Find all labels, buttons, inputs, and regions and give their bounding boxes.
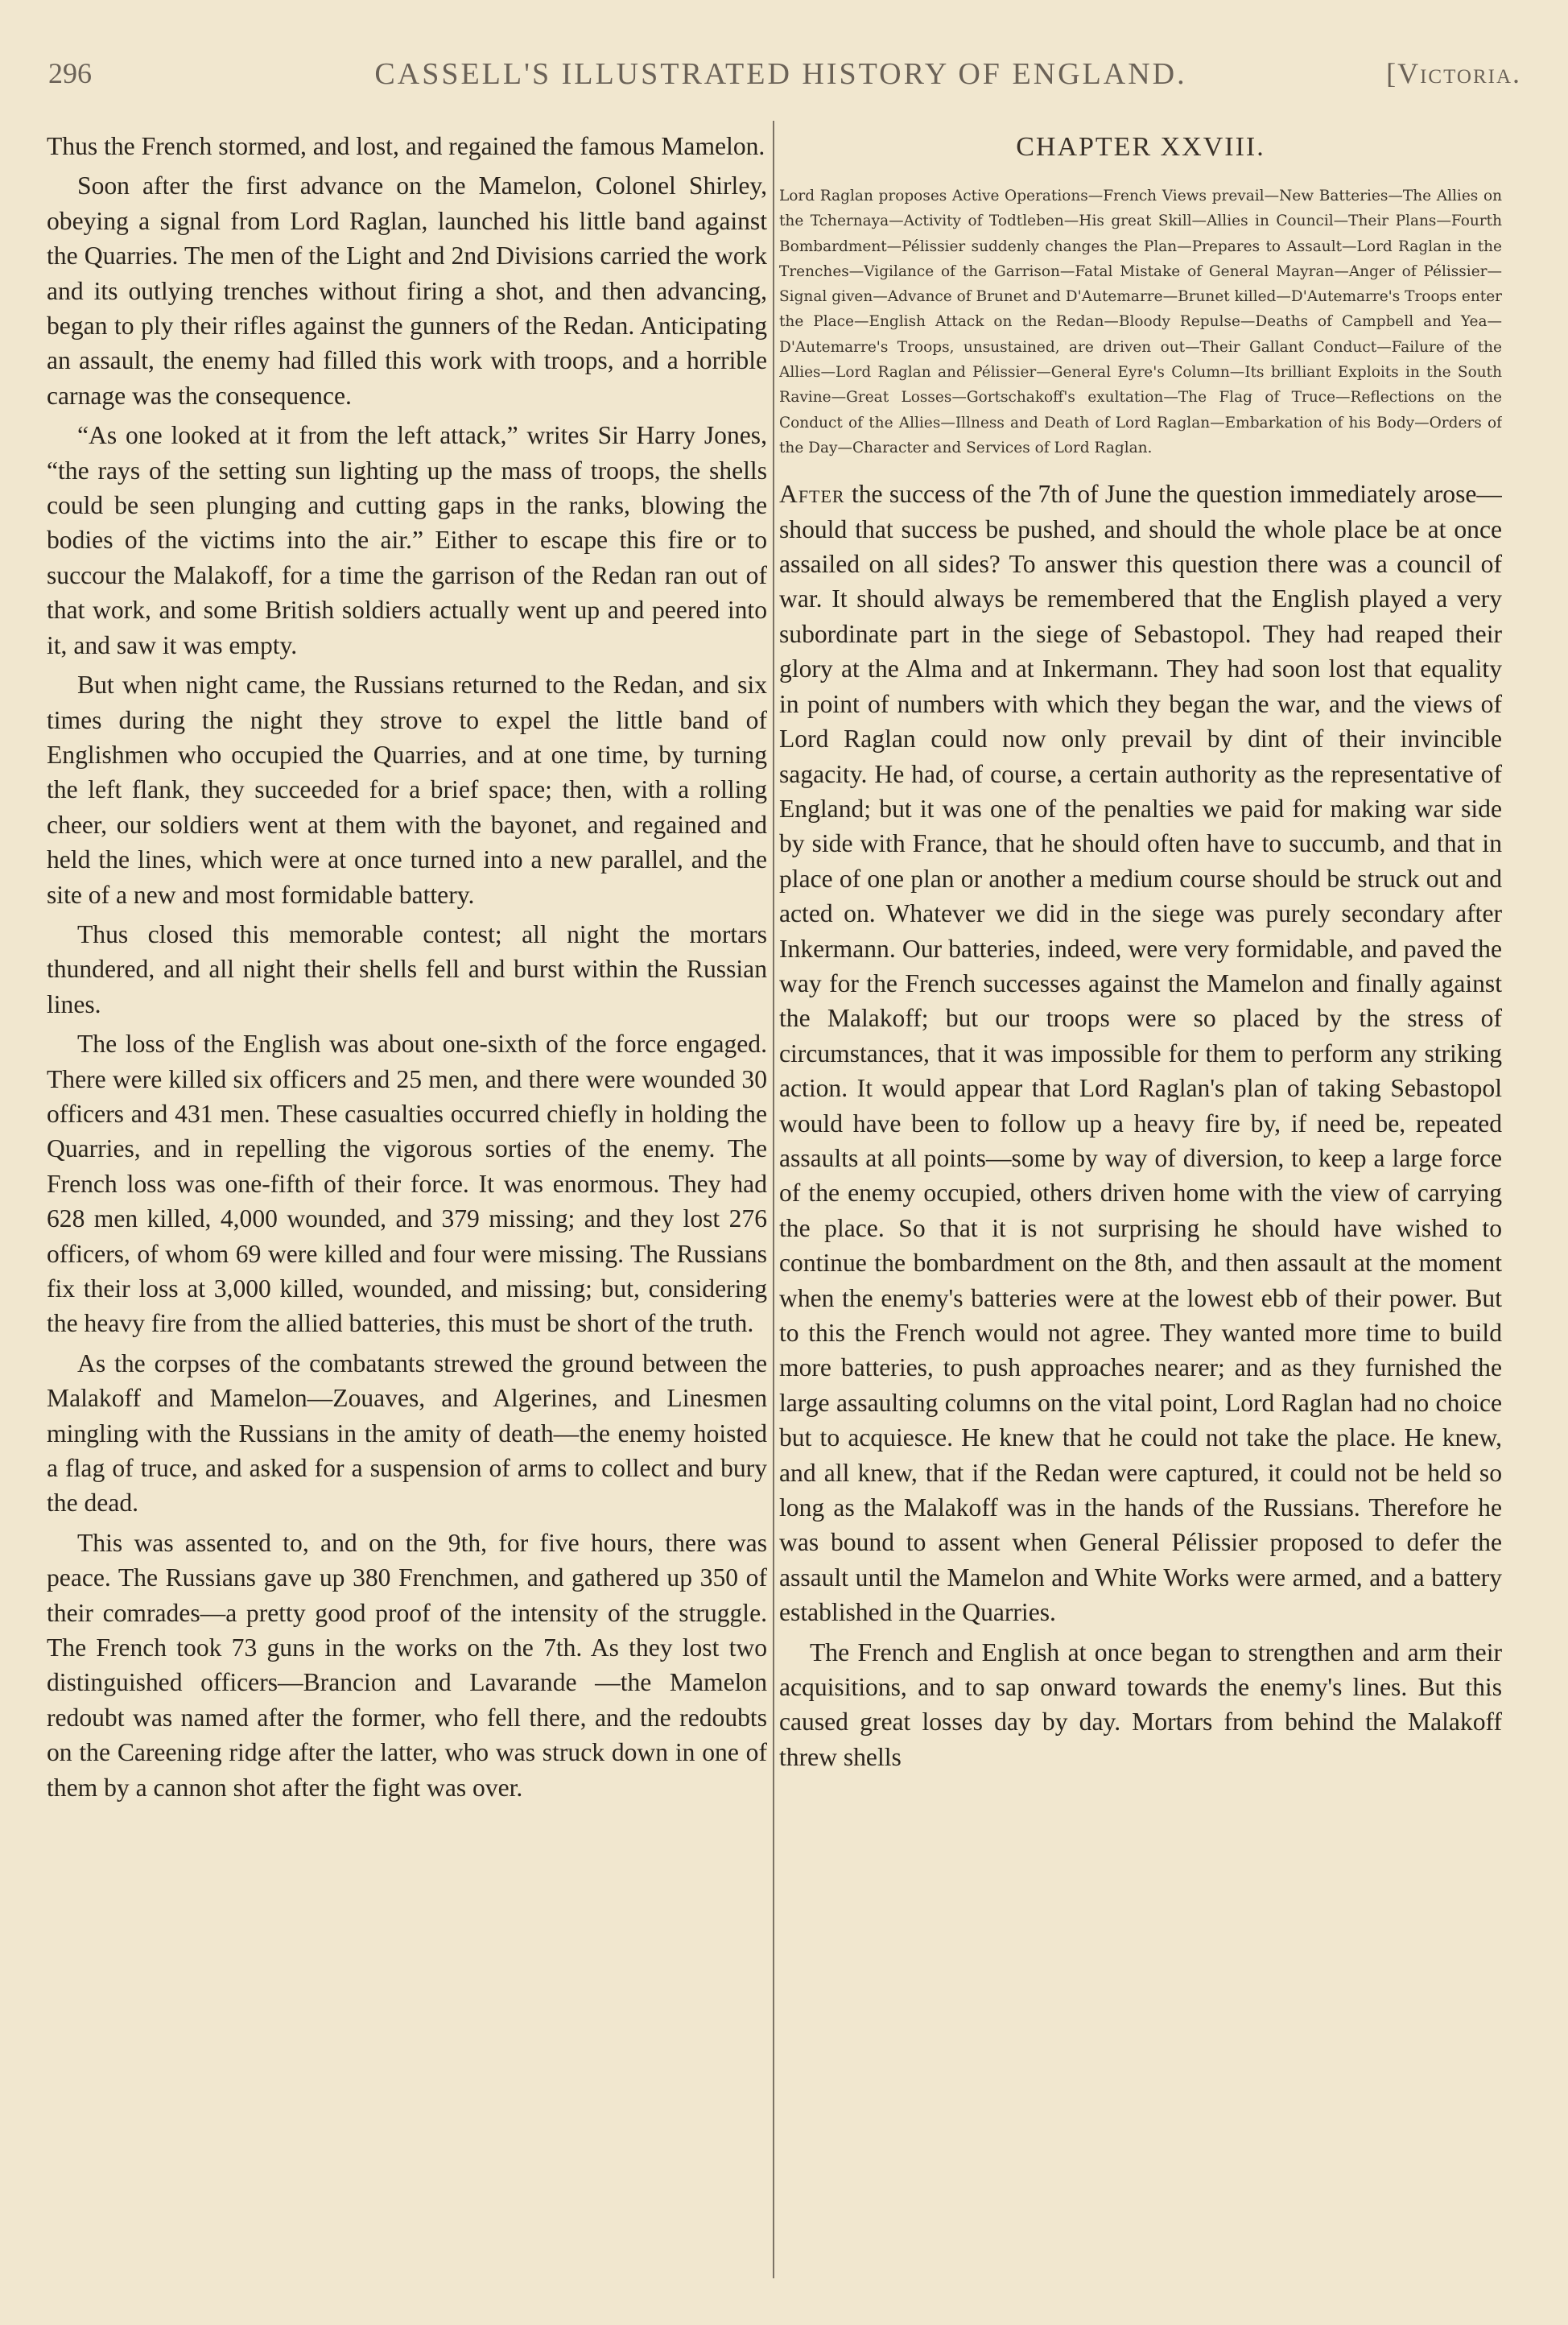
section-label: [Victoria.	[1386, 57, 1521, 89]
paragraph: Thus closed this memorable contest; all night the mortars thundered, and all night their shells fell and burst within the Russian lines.	[47, 919, 767, 1018]
paragraph: “As one looked at it from the left attack,” writes Sir Harry Jones, “the rays of the setting sun lighting up the mass of troops, the shells could be seen plunging and cutting gaps in the ranks, blowing the bodies of the victims into the air.” Either to escape this fire or to succour the Malakoff, for a time the garrison of the Redan ran out of that work, and some British soldiers actually went up and peered into it, and saw it was empty.	[47, 421, 767, 659]
chapter-heading: CHAPTER XXVIII.	[1016, 132, 1265, 162]
column-divider	[773, 121, 774, 2278]
paragraph: The French and English at once began to strengthen and arm their acquisitions, and to sap onward towards the enemy's lines. But this caused great losses day by day. Mortars from behind the Malakoff threw shells	[779, 1637, 1502, 1771]
paragraph: As the corpses of the combatants strewed the ground between the Malakoff and Mamelon—Zouaves, and Algerines, and Linesmen mingling with the Russians in the amity of death—the enemy hoisted a flag of truce, and asked for a suspension of arms to collect and bury the dead.	[47, 1348, 767, 1518]
paragraph: Thus the French stormed, and lost, and regained the famous Mamelon.	[47, 132, 765, 160]
opening-word: After	[779, 480, 845, 509]
running-header	[32, 56, 1529, 101]
paragraph: Soon after the first advance on the Mamelon, Colonel Shirley, obeying a signal from Lord Raglan, launched his little band against the Quarries. The men of the Light and 2nd Divisions carried the work and its outlying trenches without firing a shot, and then advancing, began to ply their rifles against the gunners of the Redan. Anticipating an assault, the enemy had filled this work with troops, and a horrible carnage was the consequence.	[47, 171, 767, 410]
left-column	[47, 129, 767, 2254]
book-title: CASSELL'S ILLUSTRATED HISTORY OF ENGLAND.	[374, 57, 1187, 91]
right-column	[779, 129, 1502, 2254]
opening-paragraph	[779, 477, 1502, 1629]
paragraph: The loss of the English was about one-sixth of the force engaged. There were killed six officers and 25 men, and there were wounded 30 officers and 431 men. These casualties occurred chiefly in holding the Quarries, and in repelling the vigorous sorties of the enemy. The French loss was one-fifth of their force. It was enormous. They had 628 men killed, 4,000 wounded, and 379 missing; and they lost 276 officers, of whom 69 were killed and four were missing. The Russians fix their loss at 3,000 killed, wounded, and missing; but, considering the heavy fire from the allied batteries, this must be short of the truth.	[47, 1030, 767, 1338]
paragraph: This was assented to, and on the 9th, for five hours, there was peace. The Russians gave up 380 Frenchmen, and gathered up 350 of their comrades—a pretty good proof of the intensity of the struggle. The French took 73 guns in the works on the 7th. As they lost two distinguished officers—Brancion and Lavarande —the Mamelon redoubt was named after the former, who fell there, and the redoubts on the Careening ridge after the latter, who was struck down in one of them by a cannon shot after the fight was over.	[47, 1528, 767, 1802]
paragraph: But when night came, the Russians returned to the Redan, and six times during the night they strove to expel the little band of Englishmen who occupied the Quarries, and at one time, by turning the left flank, they succeeded for a brief space; then, with a rolling cheer, our soldiers went at them with the bayonet, and regained and held the lines, which were at once turned into a new parallel, and the site of a new and most formidable battery.	[47, 671, 767, 909]
opening-text: the success of the 7th of June the question immediately arose—should that success be pushed, and should the whole place be at once assailed on all sides? To answer this question there was a council of war. It should always be remembered that the English played a very subordinate part in the siege of Sebastopol. They had reaped their glory at the Alma and at Inkermann. They had soon lost that equality in point of numbers with which they began the war, and the views of Lord Raglan could now only prevail by dint of their invincible sagacity. He had, of course, a certain authority as the representative of England; but it was one of the penalties we paid for making war side by side with France, that he should often have to succumb, and that in place of one plan or another a medium course should be struck out and acted on. Whatever we did in the siege was purely secondary after Inkermann. Our batteries, indeed, were very formidable, and paved the way for the French successes against the Mamelon and finally against the Malakoff; but our troops were so placed by the stress of circumstances, that it was impossible for them to perform any striking action. It would appear that Lord Raglan's plan of taking Sebastopol would have been to follow up a heavy fire by, if need be, repeated assaults at all points—some by way of diversion, to keep a large force of the enemy occupied, others driven home with the view of carrying the place. So that it is not surprising he should have wished to continue the bombardment on the 8th, and then assault at the moment when the enemy's batteries were at the lowest ebb of their power. But to this the French would not agree. They wanted more time to build more batteries, to push approaches nearer; and as they furnished the large assaulting columns on the vital point, Lord Raglan had no choice but to acquiesce. He knew that he could not take the place. He knew, and all knew, that if the Redan were captured, it could not be held so long as the Malakoff was in the hands of the Russians. Therefore he was bound to assent when General Pélissier proposed to defer the assault until the Mamelon and White Works were armed, and a battery established in the Quarries.	[779, 480, 1502, 1627]
page-number: 296	[48, 57, 92, 89]
chapter-summary: Lord Raglan proposes Active Operations—French Views prevail—New Batteries—The Allies on the Tchernaya—Activity of Todtleben—His great Skill—Allies in Council—Their Plans—Fourth Bombardment—Pélissier suddenly changes the Plan—Prepares to Assault—Lord Raglan in the Trenches—Vigilance of the Garrison—Fatal Mistake of General Mayran—Anger of Pélissier—Signal given—Advance of Brunet and D'Autemarre—Brunet killed—D'Autemarre's Troops enter the Place—English Attack on the Redan—Bloody Repulse—Deaths of Campbell and Yea—D'Autemarre's Troops, unsustained, are driven out—Their Gallant Conduct—Failure of the Allies—Lord Raglan and Pélissier—General Eyre's Column—Its brilliant Exploits in the South Ravine—Great Losses—Gortschakoff's exultation—The Flag of Truce—Reflections on the Conduct of the Allies—Illness and Death of Lord Raglan—Embarkation of his Body—Orders of the Day—Character and Services of Lord Raglan.	[779, 188, 1502, 456]
